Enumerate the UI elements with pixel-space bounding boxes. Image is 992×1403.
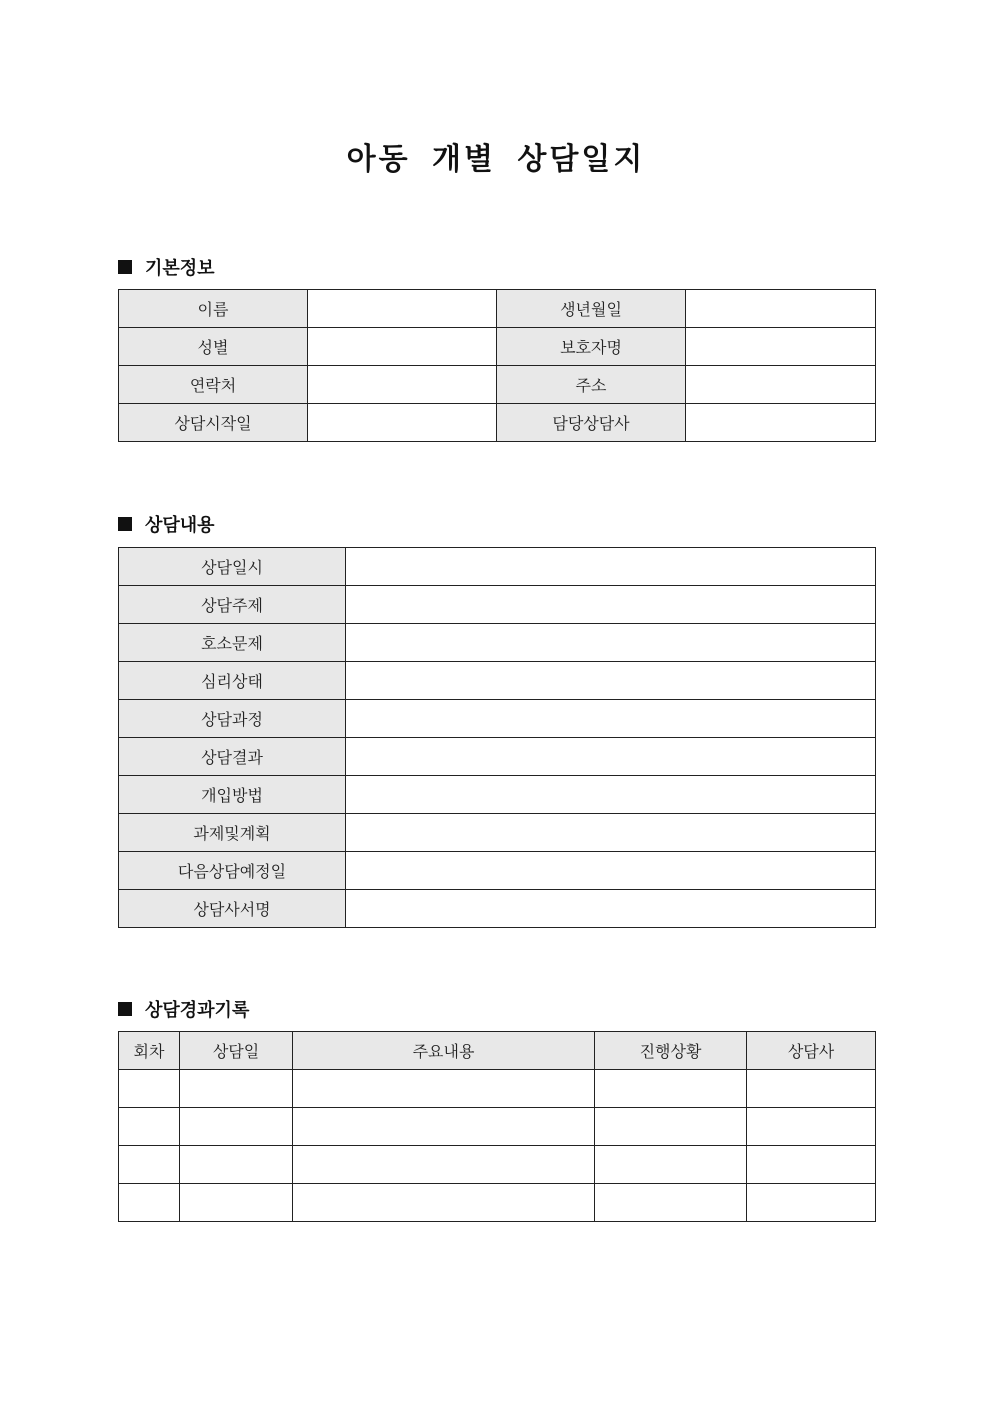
- label-address: 주소: [497, 366, 686, 404]
- psych-state-field[interactable]: [346, 662, 876, 700]
- table-row: [119, 404, 876, 442]
- cell-progress[interactable]: [595, 1146, 747, 1184]
- cell-progress[interactable]: [595, 1108, 747, 1146]
- label-process: 상담과정: [119, 700, 346, 738]
- process-field[interactable]: [346, 700, 876, 738]
- label-gender: 성별: [119, 328, 308, 366]
- label-next-session: 다음상담예정일: [119, 852, 346, 890]
- birthdate-field[interactable]: [686, 290, 876, 328]
- table-row: [119, 852, 876, 890]
- topic-field[interactable]: [346, 586, 876, 624]
- plan-field[interactable]: [346, 814, 876, 852]
- result-field[interactable]: [346, 738, 876, 776]
- record-table: [118, 1031, 876, 1222]
- cell-date[interactable]: [180, 1146, 293, 1184]
- label-start-date: 상담시작일: [119, 404, 308, 442]
- cell-date[interactable]: [180, 1184, 293, 1222]
- table-row: [119, 1146, 876, 1184]
- label-topic: 상담주제: [119, 586, 346, 624]
- cell-session[interactable]: [119, 1108, 180, 1146]
- label-guardian: 보호자명: [497, 328, 686, 366]
- page-title: 아동 개별 상담일지: [346, 142, 646, 177]
- address-field[interactable]: [686, 366, 876, 404]
- label-name: 이름: [119, 290, 308, 328]
- label-contact: 연락처: [119, 366, 308, 404]
- cell-progress[interactable]: [595, 1070, 747, 1108]
- table-row: [119, 624, 876, 662]
- col-header-main-content: 주요내용: [293, 1032, 595, 1070]
- cell-main-content[interactable]: [293, 1070, 595, 1108]
- label-result: 상담결과: [119, 738, 346, 776]
- next-session-field[interactable]: [346, 852, 876, 890]
- table-row: [119, 1184, 876, 1222]
- col-header-session: 회차: [119, 1032, 180, 1070]
- table-row: [119, 738, 876, 776]
- cell-progress[interactable]: [595, 1184, 747, 1222]
- table-row: [119, 586, 876, 624]
- section-heading-text: 상담경과기록: [145, 1000, 250, 1021]
- square-bullet-icon: [118, 260, 132, 274]
- cell-counselor[interactable]: [747, 1146, 876, 1184]
- table-row: [119, 548, 876, 586]
- section-heading-record: [118, 996, 249, 1022]
- label-session-datetime: 상담일시: [119, 548, 346, 586]
- square-bullet-icon: [118, 1002, 132, 1016]
- label-counselor: 담당상담사: [497, 404, 686, 442]
- gender-field[interactable]: [308, 328, 497, 366]
- cell-session[interactable]: [119, 1184, 180, 1222]
- cell-date[interactable]: [180, 1070, 293, 1108]
- intervention-field[interactable]: [346, 776, 876, 814]
- cell-main-content[interactable]: [293, 1108, 595, 1146]
- cell-main-content[interactable]: [293, 1146, 595, 1184]
- guardian-field[interactable]: [686, 328, 876, 366]
- section-heading-text: 기본정보: [145, 258, 215, 279]
- table-row: [119, 890, 876, 928]
- col-header-progress: 진행상황: [595, 1032, 747, 1070]
- complaint-field[interactable]: [346, 624, 876, 662]
- table-row: [119, 366, 876, 404]
- table-header-row: [119, 1032, 876, 1070]
- cell-date[interactable]: [180, 1108, 293, 1146]
- counselor-field[interactable]: [686, 404, 876, 442]
- session-datetime-field[interactable]: [346, 548, 876, 586]
- signature-field[interactable]: [346, 890, 876, 928]
- cell-counselor[interactable]: [747, 1184, 876, 1222]
- table-row: [119, 290, 876, 328]
- label-signature: 상담사서명: [119, 890, 346, 928]
- table-row: [119, 700, 876, 738]
- cell-main-content[interactable]: [293, 1184, 595, 1222]
- col-header-date: 상담일: [180, 1032, 293, 1070]
- table-row: [119, 1070, 876, 1108]
- label-birthdate: 생년월일: [497, 290, 686, 328]
- cell-session[interactable]: [119, 1146, 180, 1184]
- cell-session[interactable]: [119, 1070, 180, 1108]
- table-row: [119, 662, 876, 700]
- table-row: [119, 328, 876, 366]
- section-heading-content: [118, 511, 215, 537]
- cell-counselor[interactable]: [747, 1108, 876, 1146]
- cell-counselor[interactable]: [747, 1070, 876, 1108]
- start-date-field[interactable]: [308, 404, 497, 442]
- content-table: [118, 547, 876, 928]
- square-bullet-icon: [118, 517, 132, 531]
- label-psych-state: 심리상태: [119, 662, 346, 700]
- label-complaint: 호소문제: [119, 624, 346, 662]
- label-intervention: 개입방법: [119, 776, 346, 814]
- label-plan: 과제및계획: [119, 814, 346, 852]
- table-row: [119, 814, 876, 852]
- basic-info-table: [118, 289, 876, 442]
- name-field[interactable]: [308, 290, 497, 328]
- table-row: [119, 1108, 876, 1146]
- col-header-counselor: 상담사: [747, 1032, 876, 1070]
- section-heading-basic: [118, 254, 215, 280]
- table-row: [119, 776, 876, 814]
- section-heading-text: 상담내용: [145, 515, 215, 536]
- contact-field[interactable]: [308, 366, 497, 404]
